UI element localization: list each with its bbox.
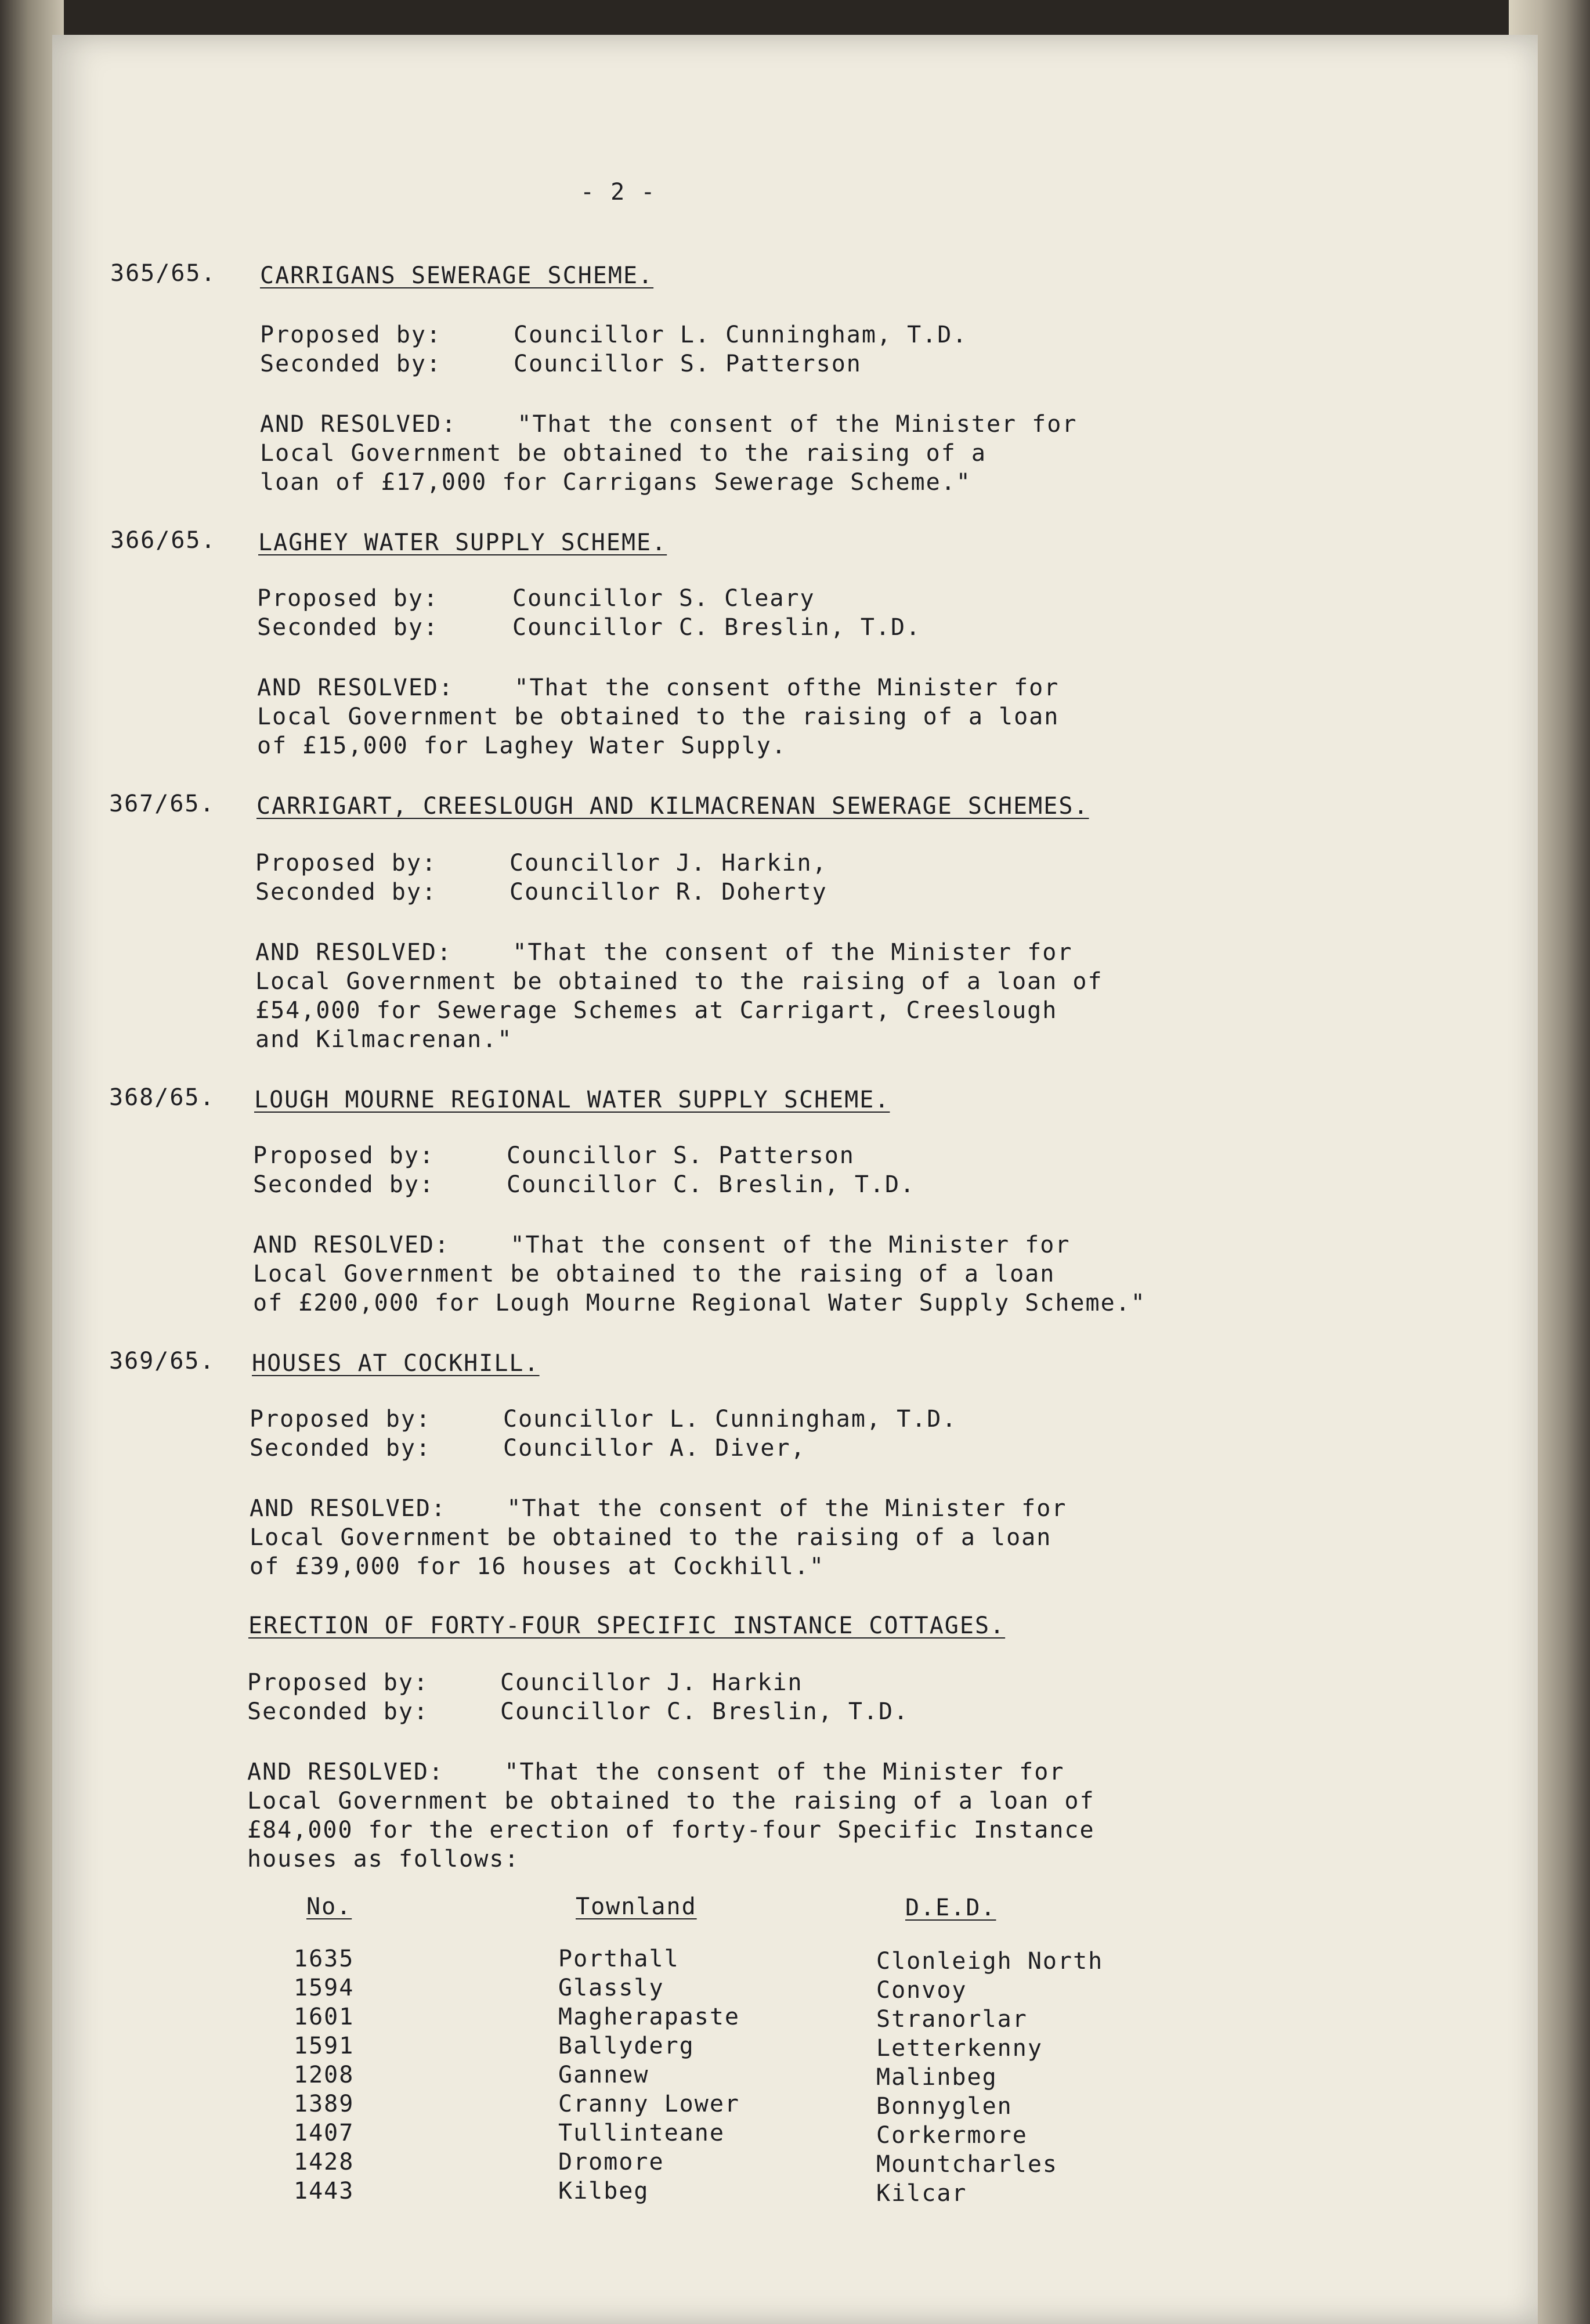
table-cell-townland: Ballyderg [558,2033,695,2059]
seconded-label: Seconded by: [250,1435,431,1461]
resolution-title: LAGHEY WATER SUPPLY SCHEME. [258,529,667,556]
resolved-line: £84,000 for the erection of forty-four Specific Instance [247,1817,1095,1843]
proposer-name: Councillor S. Patterson [507,1142,855,1169]
resolved-line: Local Government be obtained to the raising of a loan of [255,968,1103,995]
table-cell-ded: Kilcar [876,2180,967,2207]
page-number: - 2 - [580,179,656,205]
seconded-label: Seconded by: [255,879,437,905]
table-cell-townland: Gannew [558,2062,649,2088]
table-cell-no: 1591 [294,2033,355,2059]
resolution-number: 365/65. [110,260,216,287]
resolved-line: Local Government be obtained to the raising of a loan of [247,1788,1095,1814]
document-page [52,35,1538,2324]
column-header-no: No. [306,1893,352,1920]
table-cell-ded: Convoy [876,1977,967,2004]
resolution-number: 366/65. [110,527,216,554]
table-cell-ded: Stranorlar [876,2006,1028,2033]
table-cell-no: 1594 [294,1975,355,2001]
table-cell-townland: Tullinteane [558,2120,725,2146]
column-header-townland: Townland [576,1893,697,1920]
table-cell-ded: Corkermore [876,2122,1028,2149]
seconder-name: Councillor R. Doherty [509,879,827,905]
seconded-label: Seconded by: [253,1171,435,1198]
seconder-name: Councillor C. Breslin, T.D. [507,1171,916,1198]
seconder-name: Councillor C. Breslin, T.D. [500,1698,909,1725]
resolved-line: houses as follows: [247,1846,520,1872]
table-cell-no: 1601 [294,2004,355,2030]
resolved-line: loan of £17,000 for Carrigans Sewerage Scheme." [260,469,971,496]
table-cell-no: 1389 [294,2091,355,2117]
seconded-label: Seconded by: [257,614,439,641]
proposed-label: Proposed by: [257,585,439,612]
table-cell-no: 1407 [294,2120,355,2146]
table-cell-townland: Cranny Lower [558,2091,740,2117]
table-cell-no: 1635 [294,1946,355,1972]
table-cell-no: 1443 [294,2178,355,2204]
resolution-number: 367/65. [109,791,215,817]
resolution-title: CARRIGANS SEWERAGE SCHEME. [260,262,654,289]
table-cell-townland: Kilbeg [558,2178,649,2204]
seconder-name: Councillor C. Breslin, T.D. [512,614,922,641]
table-cell-townland: Porthall [558,1946,680,1972]
table-cell-townland: Magherapaste [558,2004,740,2030]
seconded-label: Seconded by: [260,351,442,377]
proposed-label: Proposed by: [250,1406,431,1432]
resolved-line: AND RESOLVED: "That the consent of the Minister for [250,1495,1067,1522]
proposed-label: Proposed by: [247,1669,429,1696]
resolved-line: £54,000 for Sewerage Schemes at Carrigart, Creeslough [255,997,1058,1024]
resolved-line: AND RESOLVED: "That the consent of the Minister for [247,1759,1065,1785]
proposed-label: Proposed by: [255,850,437,876]
table-cell-no: 1208 [294,2062,355,2088]
table-cell-ded: Clonleigh North [876,1948,1104,1975]
resolution-title: ERECTION OF FORTY-FOUR SPECIFIC INSTANCE COTTAGES. [248,1612,1006,1639]
resolved-line: AND RESOLVED: "That the consent of the Minister for [253,1232,1071,1258]
proposed-label: Proposed by: [260,322,442,348]
proposer-name: Councillor L. Cunningham, T.D. [514,322,968,348]
resolved-line: AND RESOLVED: "That the consent of the Minister for [260,411,1078,438]
proposer-name: Councillor J. Harkin, [509,850,827,876]
resolution-title: CARRIGART, CREESLOUGH AND KILMACRENAN SEWERAGE SCHEMES. [256,793,1089,820]
table-cell-ded: Mountcharles [876,2151,1058,2178]
resolved-line: Local Government be obtained to the raising of a loan [253,1261,1056,1287]
table-cell-ded: Letterkenny [876,2035,1043,2062]
proposer-name: Councillor L. Cunningham, T.D. [503,1406,957,1432]
resolution-title: LOUGH MOURNE REGIONAL WATER SUPPLY SCHEME. [254,1087,890,1113]
resolved-line: of £39,000 for 16 houses at Cockhill." [250,1553,825,1580]
seconder-name: Councillor A. Diver, [503,1435,806,1461]
resolved-line: Local Government be obtained to the raising of a loan [250,1524,1052,1551]
resolved-line: of £200,000 for Lough Mourne Regional Water Supply Scheme." [253,1290,1146,1316]
table-cell-townland: Glassly [558,1975,664,2001]
proposed-label: Proposed by: [253,1142,435,1169]
proposer-name: Councillor S. Cleary [512,585,815,612]
seconder-name: Councillor S. Patterson [514,351,862,377]
resolution-number: 368/65. [109,1084,215,1111]
table-cell-no: 1428 [294,2149,355,2175]
resolved-line: AND RESOLVED: "That the consent ofthe Minister for [257,674,1060,701]
resolved-line: of £15,000 for Laghey Water Supply. [257,732,787,759]
table-cell-ded: Malinbeg [876,2064,998,2091]
resolved-line: Local Government be obtained to the raising of a [260,440,986,467]
resolved-line: AND RESOLVED: "That the consent of the Minister for [255,939,1073,966]
proposer-name: Councillor J. Harkin [500,1669,803,1696]
table-cell-townland: Dromore [558,2149,664,2175]
resolution-number: 369/65. [109,1348,215,1374]
table-cell-ded: Bonnyglen [876,2093,1013,2120]
resolved-line: and Kilmacrenan." [255,1026,513,1053]
resolved-line: Local Government be obtained to the raising of a loan [257,703,1060,730]
column-header-ded: D.E.D. [905,1894,996,1921]
resolution-title: HOUSES AT COCKHILL. [252,1350,540,1377]
seconded-label: Seconded by: [247,1698,429,1725]
